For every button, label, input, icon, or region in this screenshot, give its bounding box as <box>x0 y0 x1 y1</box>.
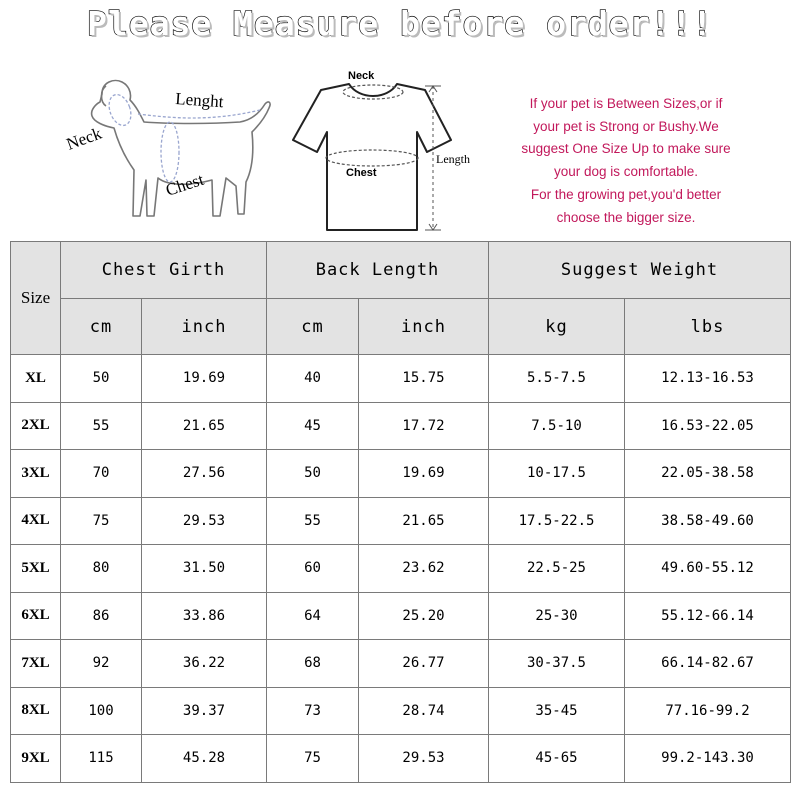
shirt-outline <box>293 84 451 230</box>
table-cell: 45-65 <box>489 735 625 783</box>
table-row <box>11 450 791 498</box>
advice-line: If your pet is Between Sizes,or if <box>529 96 723 111</box>
table-cell: 28.74 <box>359 687 489 735</box>
size-cell: 3XL <box>11 450 61 498</box>
suggest-weight-header: Suggest Weight <box>489 242 791 299</box>
table-cell: 55 <box>267 497 359 545</box>
table-cell: 21.65 <box>142 402 267 450</box>
table-cell: 10-17.5 <box>489 450 625 498</box>
dog-label-length: Lenght <box>174 89 225 112</box>
advice-line: choose the bigger size. <box>556 209 696 225</box>
table-cell: 45.28 <box>142 735 267 783</box>
table-cell: 45 <box>267 402 359 450</box>
size-cell: 5XL <box>11 545 61 593</box>
page-title: Please Measure before order!!! <box>86 4 714 43</box>
table-row <box>11 640 791 688</box>
table-cell: 25-30 <box>489 592 625 640</box>
table-cell: 27.56 <box>142 450 267 498</box>
header-row-units <box>11 299 791 355</box>
chest-girth-header: Chest Girth <box>61 242 267 299</box>
table-row <box>11 402 791 450</box>
size-cell: 8XL <box>11 687 61 735</box>
table-cell: 77.16-99.2 <box>625 687 791 735</box>
table-cell: 17.5-22.5 <box>489 497 625 545</box>
table-row <box>11 497 791 545</box>
table-cell: 50 <box>61 355 142 403</box>
table-cell: 39.37 <box>142 687 267 735</box>
table-cell: 55.12-66.14 <box>625 592 791 640</box>
table-cell: 5.5-7.5 <box>489 355 625 403</box>
table-cell: 12.13-16.53 <box>625 355 791 403</box>
size-cell: 6XL <box>11 592 61 640</box>
unit-header: cm <box>267 299 359 355</box>
advice-line: your pet is Strong or Bushy.We <box>533 118 719 134</box>
table-cell: 49.60-55.12 <box>625 545 791 593</box>
table-cell: 60 <box>267 545 359 593</box>
back-length-header: Back Length <box>267 242 489 299</box>
size-cell: 4XL <box>11 497 61 545</box>
shirt-measurement-diagram <box>285 60 485 245</box>
shirt-label-length: Length <box>436 152 470 166</box>
table-cell: 15.75 <box>359 355 489 403</box>
table-cell: 36.22 <box>142 640 267 688</box>
unit-header: inch <box>359 299 489 355</box>
table-cell: 31.50 <box>142 545 267 593</box>
table-row <box>11 545 791 593</box>
table-cell: 92 <box>61 640 142 688</box>
table-row <box>11 355 791 403</box>
table-row <box>11 687 791 735</box>
dog-label-chest: Chest <box>163 169 207 200</box>
advice-line: your dog is comfortable. <box>553 164 699 180</box>
size-cell: 9XL <box>11 735 61 783</box>
table-row <box>11 592 791 640</box>
table-cell: 35-45 <box>489 687 625 735</box>
table-cell: 75 <box>267 735 359 783</box>
table-cell: 17.72 <box>359 402 489 450</box>
table-cell: 22.5-25 <box>489 545 625 593</box>
table-cell: 23.62 <box>359 545 489 593</box>
unit-header: lbs <box>625 299 791 355</box>
table-cell: 115 <box>61 735 142 783</box>
table-cell: 55 <box>61 402 142 450</box>
shirt-label-chest: Chest <box>346 167 377 179</box>
table-cell: 80 <box>61 545 142 593</box>
table-cell: 33.86 <box>142 592 267 640</box>
table-cell: 26.77 <box>359 640 489 688</box>
size-chart-table <box>10 241 791 783</box>
size-header: Size <box>11 242 61 355</box>
table-cell: 29.53 <box>359 735 489 783</box>
table-cell: 70 <box>61 450 142 498</box>
table-cell: 75 <box>61 497 142 545</box>
table-cell: 22.05-38.58 <box>625 450 791 498</box>
dog-measurement-diagram <box>60 66 285 236</box>
table-cell: 68 <box>267 640 359 688</box>
table-cell: 7.5-10 <box>489 402 625 450</box>
unit-header: cm <box>61 299 142 355</box>
table-cell: 99.2-143.30 <box>625 735 791 783</box>
table-cell: 64 <box>267 592 359 640</box>
size-cell: 7XL <box>11 640 61 688</box>
unit-header: inch <box>142 299 267 355</box>
size-cell: XL <box>11 355 61 403</box>
header-row-groups <box>11 242 791 299</box>
table-cell: 21.65 <box>359 497 489 545</box>
unit-header: kg <box>489 299 625 355</box>
table-cell: 100 <box>61 687 142 735</box>
table-cell: 19.69 <box>142 355 267 403</box>
table-cell: 86 <box>61 592 142 640</box>
table-cell: 30-37.5 <box>489 640 625 688</box>
table-cell: 66.14-82.67 <box>625 640 791 688</box>
table-row <box>11 735 791 783</box>
table-cell: 29.53 <box>142 497 267 545</box>
size-cell: 2XL <box>11 402 61 450</box>
table-cell: 38.58-49.60 <box>625 497 791 545</box>
table-cell: 25.20 <box>359 592 489 640</box>
shirt-label-neck: Neck <box>348 70 375 82</box>
table-cell: 16.53-22.05 <box>625 402 791 450</box>
table-cell: 73 <box>267 687 359 735</box>
table-cell: 19.69 <box>359 450 489 498</box>
size-advice <box>492 93 760 229</box>
table-cell: 40 <box>267 355 359 403</box>
advice-line: suggest One Size Up to make sure <box>521 141 731 157</box>
advice-line: For the growing pet,you'd better <box>530 186 722 202</box>
dog-label-neck: Neck <box>63 123 105 154</box>
table-cell: 50 <box>267 450 359 498</box>
